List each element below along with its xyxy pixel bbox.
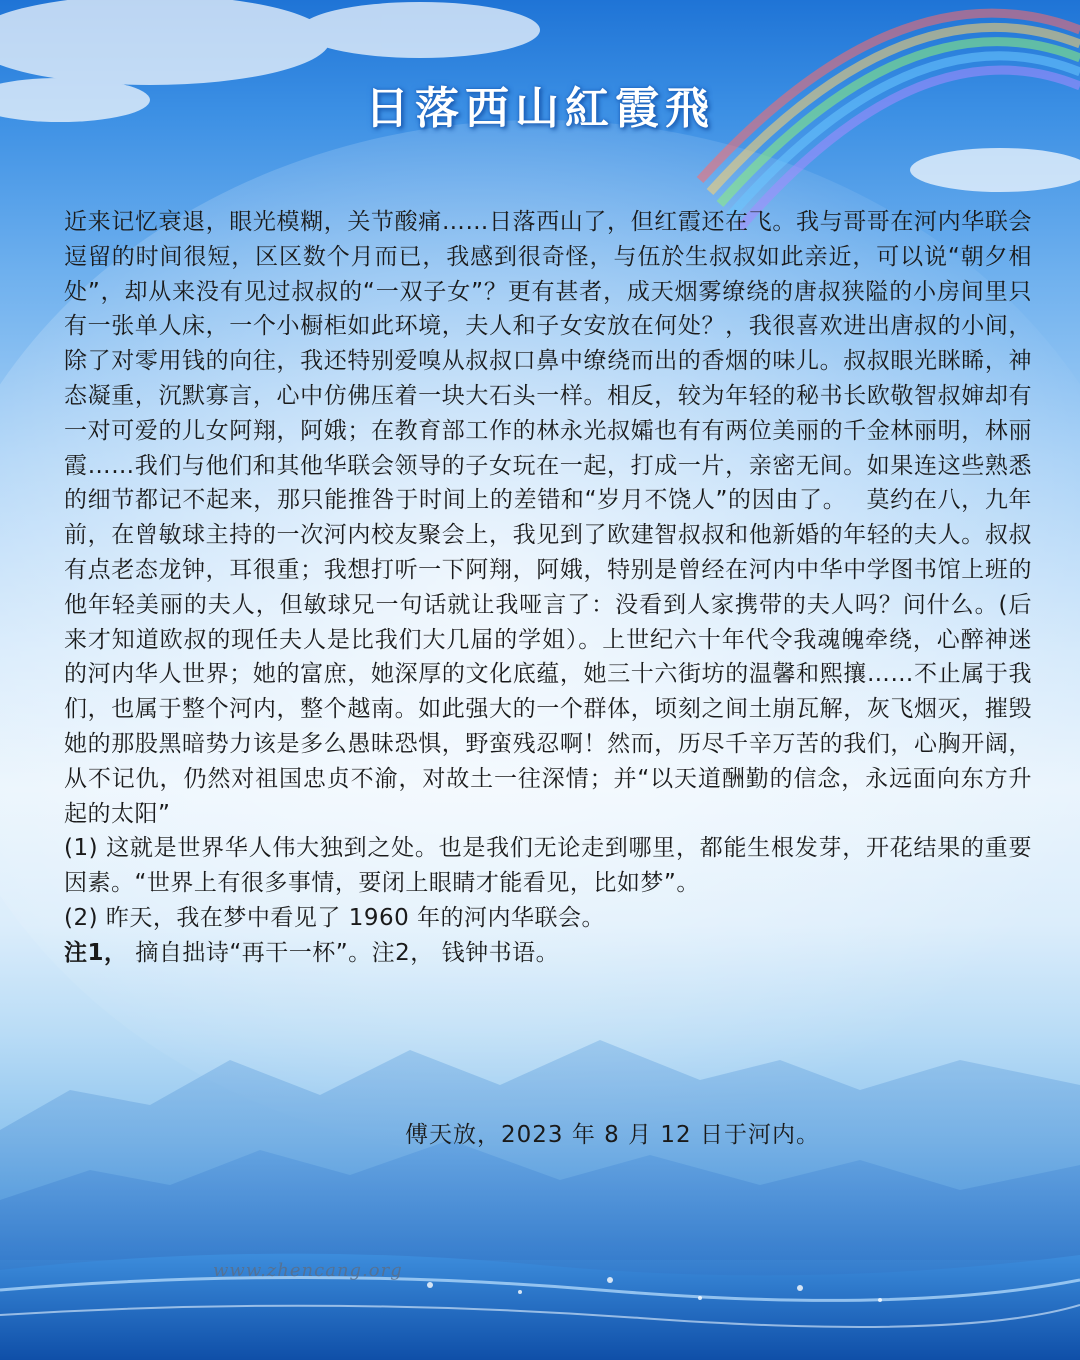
note-text: 摘自拙诗“再干一杯”。注2， 钱钟书语。 [127, 939, 560, 966]
watermark: www.zhencang.org [213, 1260, 403, 1281]
article-paragraph: 近来记忆衰退，眼光模糊，关节酸痛……日落西山了，但红霞还在飞。我与哥哥在河内华联会逗留的时间很短，区区数个月而已，我感到很奇怪，与伍於生叔叔如此亲近，可以说“朝夕相处”，却从来没有见过叔叔的“一双子女”？更有甚者，成天烟雾缭绕的唐叔狭隘的小房间里只有一张单人床，一个小橱柜如此环境，夫人和子女安放在何处？，我很喜欢进出唐叔的小间，除了对零用钱的向往，我还特别爱嗅从叔叔口鼻中缭绕而出的香烟的味儿。叔叔眼光眯睎，神态凝重，沉默寡言，心中仿佛压着一块大石头一样。相反，较为年轻的秘书长欧敬智叔婶却有一对可爱的儿女阿翔，阿娥；在教育部工作的林永光叔孀也有有两位美丽的千金林丽明，林丽霞……我们与他们和其他华联会领导的子女玩在一起，打成一片，亲密无间。如果连这些熟悉的细节都记不起来，那只能推咎于时间上的差错和“岁月不饶人”的因由了。 莫约在八，九年前，在曾敏球主持的一次河内校友聚会上，我见到了欧建智叔叔和他新婚的年轻的夫人。叔叔有点老态龙钟，耳很重；我想打听一下阿翔，阿娥，特别是曾经在河内中华中学图书馆上班的他年轻美丽的夫人，但敏球兄一句话就让我哑言了：没看到人家携带的夫人吗？问什么。(后来才知道欧叔的现任夫人是比我们大几届的学姐）。上世纪六十年代令我魂魄牵绕，心醉神迷的河内华人世界；她的富庶，她深厚的文化底蕴，她三十六街坊的温馨和熙攘……不止属于我们，也属于整个河内，整个越南。如此强大的一个群体，顷刻之间土崩瓦解，灰飞烟灭，摧毁她的那股黑暗势力该是多么愚昧恐惧，野蛮残忍啊！然而，历尽千辛万苦的我们，心胸开阔，从不记仇，仍然对祖国忠贞不渝，对故土一往深情；并“以天道酬勤的信念，永远面向东方升起的太阳” [64, 209, 1032, 827]
article-body [64, 205, 1032, 971]
article-paragraph: (2) 昨天，我在梦中看见了 1960 年的河内华联会。 [64, 904, 606, 931]
title-wrap [0, 72, 1080, 136]
notes-line [64, 936, 1032, 971]
article-paragraph: (1) 这就是世界华人伟大独到之处。也是我们无论走到哪里，都能生根发芽，开花结果的重要因素。“世界上有很多事情，要闭上眼睛才能看见，比如梦”。 [64, 835, 1032, 897]
note-label: 注1， [64, 939, 128, 966]
signature: 傅天放，2023 年 8 月 12 日于河内。 [405, 1122, 820, 1148]
page-title: 日落西山紅霞飛 [365, 83, 715, 134]
